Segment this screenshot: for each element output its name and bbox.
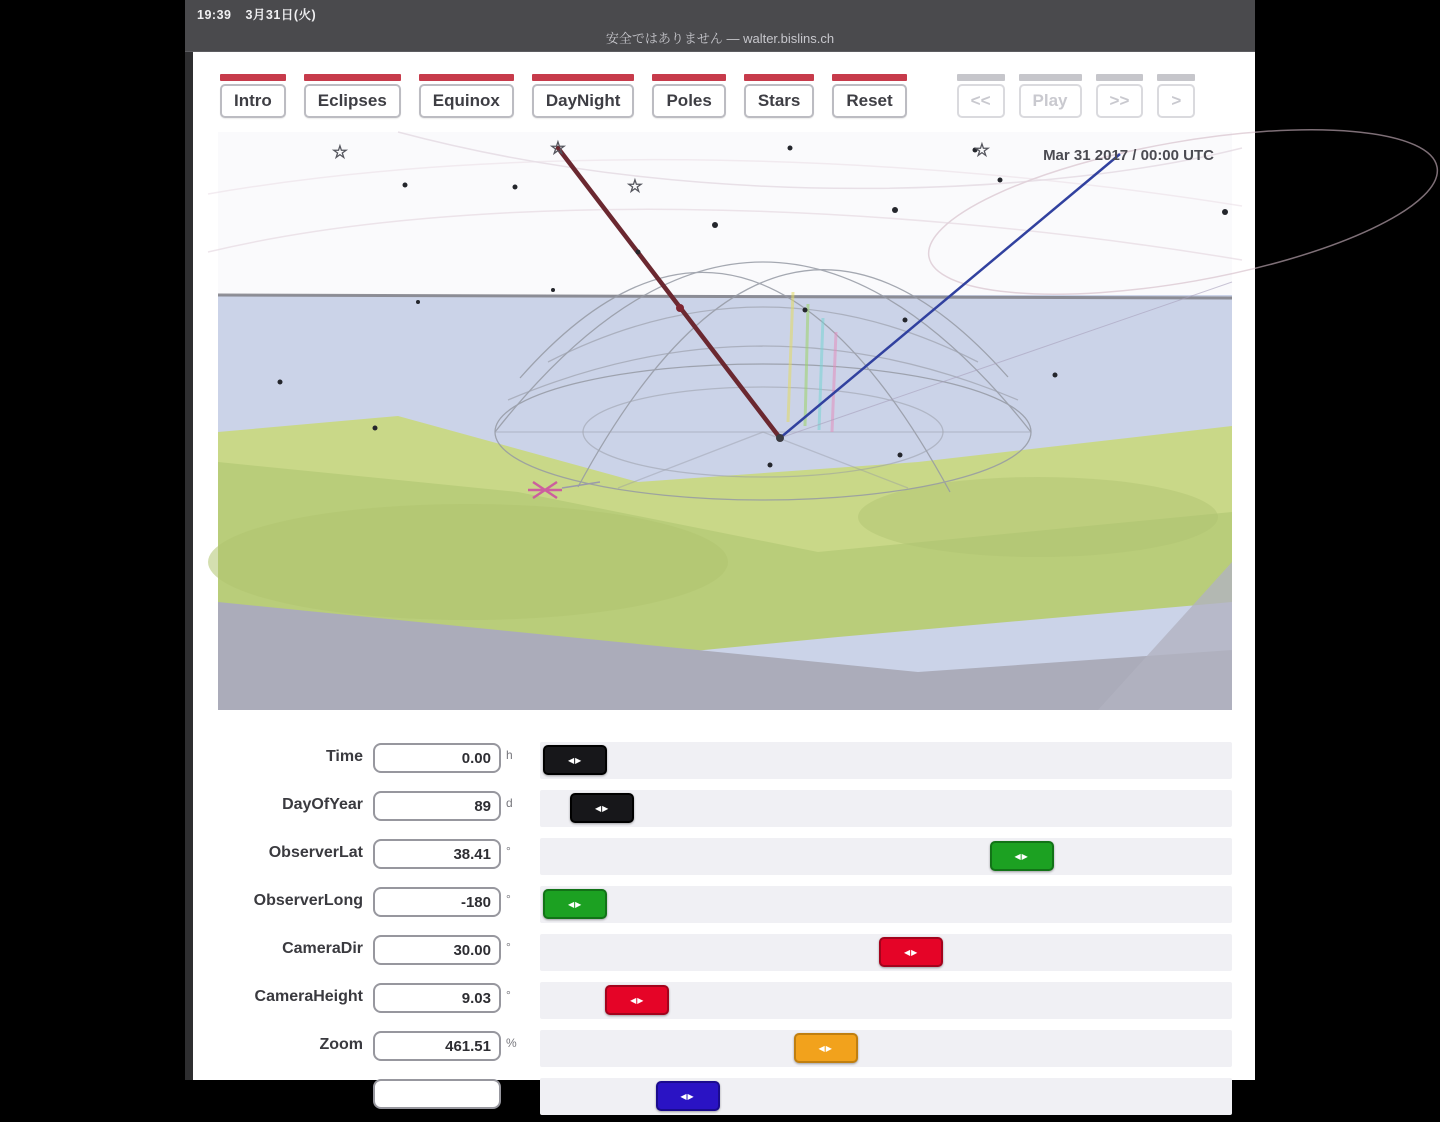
control-row-cameraheight xyxy=(185,978,1255,1026)
step-wrap xyxy=(1157,74,1195,118)
cameraheight-unit: ° xyxy=(506,988,511,1002)
partial-row-slider-handle[interactable] xyxy=(656,1081,720,1111)
stars-button[interactable]: Stars xyxy=(744,84,815,118)
svg-text:☆: ☆ xyxy=(549,138,567,158)
tab-indicator xyxy=(1157,74,1195,81)
tab-indicator xyxy=(1019,74,1082,81)
tab-daynight-wrap xyxy=(532,74,635,118)
star-on-axis xyxy=(676,304,684,312)
tab-poles-wrap xyxy=(652,74,725,118)
drag-handle-icon: ◀▶ xyxy=(1014,851,1029,861)
observerlat-slider-handle[interactable] xyxy=(990,841,1054,871)
step-forward-button[interactable]: >> xyxy=(1096,84,1144,118)
control-row-partial xyxy=(185,1074,1255,1122)
reset-button[interactable]: Reset xyxy=(832,84,906,118)
tab-indicator xyxy=(304,74,401,81)
sky-dome-canvas[interactable] xyxy=(218,132,1232,710)
time-input[interactable] xyxy=(373,743,501,773)
sky-dome-scene xyxy=(218,132,1232,710)
drag-handle-icon: ◀▶ xyxy=(594,803,610,813)
browser-title[interactable]: 安全ではありません — walter.bislins.ch xyxy=(605,31,835,46)
dayofyear-slider-track[interactable] xyxy=(540,790,1232,827)
land-patch xyxy=(208,504,728,620)
svg-text:☆: ☆ xyxy=(331,142,349,162)
time-unit: h xyxy=(506,748,513,762)
observerlong-input[interactable] xyxy=(373,887,501,917)
time-slider-track[interactable] xyxy=(540,742,1232,779)
status-title-bar xyxy=(185,0,1255,52)
tab-indicator xyxy=(744,74,815,81)
cameradir-input[interactable] xyxy=(373,935,501,965)
tab-intro-wrap xyxy=(220,74,286,118)
toolbar xyxy=(220,74,1195,118)
cameraheight-label: CameraHeight xyxy=(254,988,363,1005)
observerlat-unit: ° xyxy=(506,844,511,858)
status-time: 19:39 xyxy=(197,8,232,22)
dayofyear-slider-handle[interactable] xyxy=(570,793,634,823)
tab-indicator xyxy=(220,74,286,81)
eclipses-button[interactable]: Eclipses xyxy=(304,84,401,118)
tab-indicator xyxy=(832,74,906,81)
left-edge-shadow xyxy=(185,52,193,1080)
observerlong-label: ObserverLong xyxy=(253,892,363,909)
observerlat-label: ObserverLat xyxy=(268,844,363,861)
cameraheight-input[interactable] xyxy=(373,983,501,1013)
daynight-button[interactable]: DayNight xyxy=(532,84,635,118)
tab-indicator xyxy=(1096,74,1144,81)
drag-handle-icon: ◀▶ xyxy=(903,947,919,957)
playback-controls xyxy=(957,74,1196,118)
observerlat-input[interactable] xyxy=(373,839,501,869)
cameraheight-slider-track[interactable] xyxy=(540,982,1232,1019)
control-row-zoom xyxy=(185,1026,1255,1074)
zoom-unit: % xyxy=(506,1036,517,1050)
cameraheight-slider-handle[interactable] xyxy=(605,985,669,1015)
tab-stars-wrap xyxy=(744,74,815,118)
tab-indicator xyxy=(957,74,1005,81)
intro-button[interactable]: Intro xyxy=(220,84,286,118)
dayofyear-input[interactable] xyxy=(373,791,501,821)
control-row-dayofyear xyxy=(185,786,1255,834)
step-back-wrap xyxy=(957,74,1005,118)
step-back-button[interactable]: << xyxy=(957,84,1005,118)
dayofyear-unit: d xyxy=(506,796,513,810)
observerlong-slider-track[interactable] xyxy=(540,886,1232,923)
play-wrap xyxy=(1019,74,1082,118)
zoom-slider-handle[interactable] xyxy=(794,1033,858,1063)
tab-indicator xyxy=(419,74,514,81)
tab-eclipses-wrap xyxy=(304,74,401,118)
scene-datetime-label: Mar 31 2017 / 00:00 UTC xyxy=(1043,147,1214,164)
drag-handle-icon: ◀▶ xyxy=(680,1091,695,1101)
control-row-time xyxy=(185,738,1255,786)
control-row-cameradir xyxy=(185,930,1255,978)
step-button[interactable]: > xyxy=(1157,84,1195,118)
control-row-observerlong xyxy=(185,882,1255,930)
time-label: Time xyxy=(325,748,363,765)
partial-row-slider-track[interactable] xyxy=(540,1078,1232,1115)
equinox-button[interactable]: Equinox xyxy=(419,84,514,118)
cameradir-label: CameraDir xyxy=(282,940,363,957)
cameradir-slider-track[interactable] xyxy=(540,934,1232,971)
drag-handle-icon: ◀▶ xyxy=(567,755,583,765)
cameradir-slider-handle[interactable] xyxy=(879,937,943,967)
cameradir-unit: ° xyxy=(506,940,511,954)
observerlat-slider-track[interactable] xyxy=(540,838,1232,875)
drag-handle-icon: ◀▶ xyxy=(630,995,645,1005)
partial-row-input[interactable] xyxy=(373,1079,501,1109)
zoom-label: Zoom xyxy=(319,1036,363,1053)
observerlong-unit: ° xyxy=(506,892,511,906)
zoom-slider-track[interactable] xyxy=(540,1030,1232,1067)
controls-panel xyxy=(185,710,1255,1101)
zoom-input[interactable] xyxy=(373,1031,501,1061)
control-row-observerlat xyxy=(185,834,1255,882)
drag-handle-icon: ◀▶ xyxy=(818,1043,833,1053)
statusbar-clock xyxy=(197,5,330,23)
tab-reset-wrap xyxy=(832,74,906,118)
time-slider-handle[interactable] xyxy=(543,745,607,775)
observer-marker xyxy=(776,434,784,442)
observerlong-slider-handle[interactable] xyxy=(543,889,607,919)
play-button[interactable]: Play xyxy=(1019,84,1082,118)
dayofyear-label: DayOfYear xyxy=(282,796,363,813)
tab-equinox-wrap xyxy=(419,74,514,118)
poles-button[interactable]: Poles xyxy=(652,84,725,118)
status-date: 3月31日(火) xyxy=(245,8,317,22)
tab-indicator xyxy=(652,74,725,81)
tab-indicator xyxy=(532,74,635,81)
svg-text:☆: ☆ xyxy=(973,140,991,160)
step-forward-wrap xyxy=(1096,74,1144,118)
drag-handle-icon: ◀▶ xyxy=(567,899,583,909)
svg-text:☆: ☆ xyxy=(626,176,644,196)
app-page xyxy=(185,0,1255,1101)
